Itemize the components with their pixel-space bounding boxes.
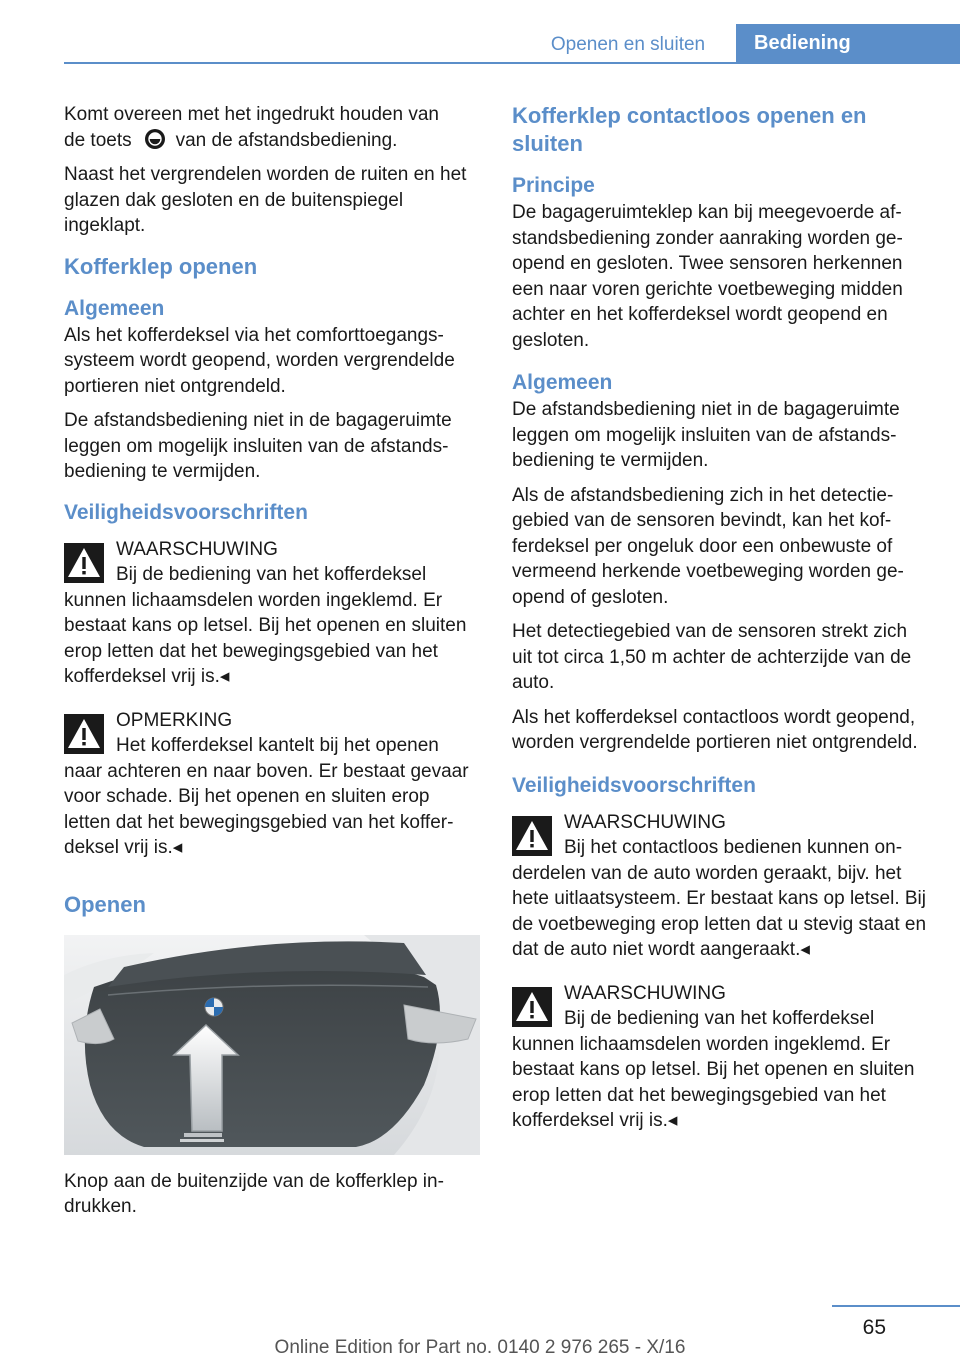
paragraph: Naast het vergrendelen worden de ruiten en het glazen dak gesloten en de buitenspiegel ingeklapt. [64,164,467,236]
heading-kofferklep-openen: Kofferklep openen [64,253,258,279]
trunk-photo [64,935,480,1155]
remote-key-button-icon [144,128,166,150]
header-section: Openen en sluiten [550,34,706,55]
page-number: 65 [862,1316,886,1339]
heading-algemeen: Algemeen [64,296,165,320]
note-label: OPMERKING [116,709,233,731]
intro-paragraph: Komt overeen met het ingedrukt houden van de toets van de afstandsbediening. [64,104,439,151]
warning-label: WAARSCHUWING [564,811,726,833]
paragraph: Knop aan de buitenzijde van de kofferklep indrukken. [64,1170,444,1217]
paragraph: De bagageruimteklep kan bij meegevoerde afstandsbediening zonder aanraking worden geopend en gesloten. Twee sensoren herkennen een naar voren gerichte voetbeweging midden achter en het kofferdeksel wordt geopend en gesloten. [512,202,903,351]
warning-text: Bij het contactloos bedienen kunnen onderdelen van de auto worden geraakt, bijv. het hete uitlaatsysteem. Er bestaat kans op letsel. Bij de voetbeweging erop letten dat u stevig staat en dat de auto niet wordt aangeraakt.◂ [512,837,927,960]
paragraph: De afstandsbediening niet in de bagageruimte leggen om mogelijk insluiten van de afstandsbediening te vermijden. [512,399,900,471]
warning-triangle-icon [512,987,552,1027]
paragraph: Als het kofferdeksel contactloos wordt geopend, worden vergrendelde portieren niet ontgrendeld. [512,706,918,753]
warning-triangle-icon [512,816,552,856]
heading-veiligheidsvoorschriften: Veiligheidsvoorschriften [512,773,756,797]
header-rule [64,62,960,64]
footer-rule [832,1305,960,1307]
warning-block [512,981,928,1134]
paragraph: Als het kofferdeksel via het comforttoegangssysteem wordt geopend, worden vergrendelde portieren niet ontgrendeld. [64,324,455,397]
right-column [512,102,928,1142]
heading-principe: Principe [512,174,595,197]
note-text: Het kofferdeksel kantelt bij het openen naar achteren en naar boven. Er bestaat gevaar voor schade. Bij het openen en sluiten erop letten dat het bewegingsgebied van het kofferdeksel vrij is.◂ [64,735,469,858]
warning-label: WAARSCHUWING [116,538,278,560]
heading-kofferklep-contactloos: Kofferklep contactloos openen en sluiten [512,103,867,156]
paragraph: Als de afstandsbediening zich in het detectiegebied van de sensoren bevindt, kan het kofferdeksel per ongeluk door een onbewuste of vermeend herkende voetbeweging worden geopend of gesloten. [512,484,904,608]
heading-openen: Openen [64,891,146,917]
warning-text: Bij de bediening van het kofferdeksel kunnen lichaamsdelen worden ingeklemd. Er bestaat kans op letsel. Bij het openen en sluiten erop letten dat het bewegingsgebied van het kofferdeksel vrij is.◂ [512,1008,915,1131]
footer-edition: Online Edition for Part no. 0140 2 976 265 - X/16 [274,1337,686,1358]
warning-triangle-icon [64,714,104,754]
note-block [64,708,480,861]
left-column [64,102,480,1229]
header-tab: Bediening [736,24,960,64]
warning-label: WAARSCHUWING [564,982,726,1004]
warning-block [64,537,480,690]
paragraph: De afstandsbediening niet in de bagageruimte leggen om mogelijk insluiten van de afstandsbediening te vermijden. [64,410,452,482]
heading-veiligheidsvoorschriften: Veiligheidsvoorschriften [64,500,308,524]
warning-block [512,810,928,963]
paragraph: Het detectiegebied van de sensoren strekt zich uit tot circa 1,50 m achter de achterzijde van de auto. [512,621,912,693]
warning-triangle-icon [64,543,104,583]
warning-text: Bij de bediening van het kofferdeksel kunnen lichaamsdelen worden ingeklemd. Er bestaat kans op letsel. Bij het openen en sluiten erop letten dat het bewegingsgebied van het kofferdeksel vrij is.◂ [64,564,467,687]
heading-algemeen: Algemeen [512,371,613,394]
